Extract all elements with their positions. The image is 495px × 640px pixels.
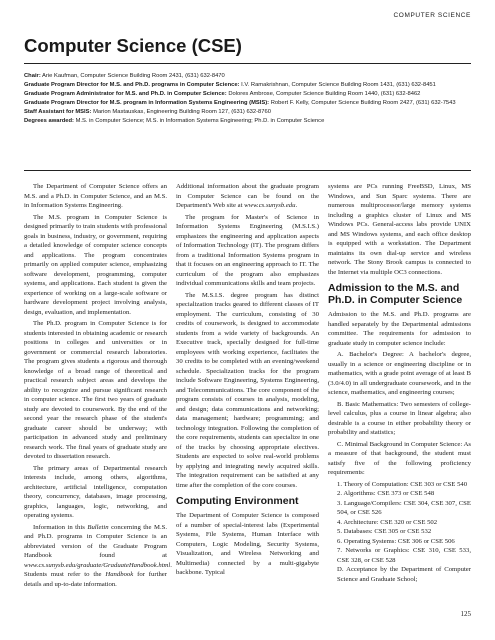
proficiency-item: 2. Algorithms: CSE 373 or CSE 548	[337, 490, 435, 497]
handbook-url-link[interactable]: www.cs.sunysb.edu/graduate/GraduateHandbook.html	[24, 561, 171, 569]
admission-item: C. Minimal Background in Computer Science: As a measure of that background, the student must satisfy five of the following proficiency requirements:	[328, 440, 471, 476]
page-number: 125	[460, 610, 471, 618]
column-1	[24, 182, 172, 591]
computing-heading: Computing Environment	[176, 495, 299, 507]
proficiency-item: 5. Databases: CSE 305 or CSE 532	[337, 528, 432, 535]
running-head: COMPUTER SCIENCE	[393, 12, 471, 19]
body-paragraph: The M.S.I.S. degree program has distinct specialization tracks geared to different classes of IT employment. The curriculum, consisting of 30 credits of coursework, is designed to accommodate students from a wide variety of backgrounds. An Executive track, specially designed for full-time employees with working experience, facilitates the 30 credits to be completed with an evening/weekend schedule. Specialization tracks for the program include Software Engineering, Systems Engineering, and Telecommunications. The core component of the program consists of courses in analysis, modeling, and design; data communications and networking; data management; hardware; programming; and technology integration. Following the completion of the core requirements, students can specialize in one of the tracks by choosing appropriate electives. Students are expected to solve real-world problems by applying and integrating newly acquired skills. The integration requirement can be satisfied at any time after the completion of the core courses.	[176, 291, 319, 489]
bulletin-italic: Bulletin	[87, 523, 109, 531]
degrees-label: Degrees awarded:	[24, 118, 74, 124]
text-run: Additional information about the graduate program in Computer Science can be found on the Department's Web site at	[176, 183, 319, 209]
grad-admin-line	[24, 90, 471, 99]
body-paragraph: The Ph.D. program in Computer Science is for students interested in obtaining academic or research positions in colleges and universities or in government or commercial research laboratories. The program gives students a rigorous and thorough knowledge of a broad range of theoretical and practical research subject areas and develops the ability to recognize and pursue significant research in computer science. The first two years of graduate study are devoted to coursework. By the end of the second year the research phase of the student's graduate career should be underway; with participation in advanced study and preliminary research work. The final years of graduate study are devoted to dissertation research.	[24, 320, 167, 460]
is-director-line	[24, 99, 471, 108]
chair-line	[24, 72, 471, 81]
chair-value: Arie Kaufman, Computer Science Building Room 2431, (631) 632-8470	[42, 73, 225, 79]
text-run: concerning the M.S. and Ph.D. programs in Computer Science is an abbreviated version of the Graduate Program Handbook found at	[24, 523, 168, 559]
proficiency-item: D. Acceptance by the Department of Computer Science and Graduate School;	[337, 566, 471, 583]
page-title: Computer Science (CSE)	[24, 35, 242, 56]
is-director-value: Robert F. Kelly, Computer Science Building Room 2427, (631) 632-7543	[270, 100, 456, 106]
column-3	[328, 182, 471, 584]
text-run: . Students must refer to the	[24, 561, 172, 578]
handbook-italic: Handbook	[105, 571, 134, 578]
body-paragraph: The program for Master's of Science in Information Systems Engineering (M.S.I.S.) emphasizes the engineering and application aspects of Information Technology (IT). The program differs from a traditional Information Systems program in that it focuses on an engineering approach to IT. The curriculum of the program also emphasizes individual communications skills and team projects.	[176, 213, 319, 287]
website-paragraph	[176, 182, 319, 211]
text-run: .	[295, 202, 298, 209]
proficiency-item: 1. Theory of Computation: CSE 303 or CSE 540	[337, 480, 468, 488]
proficiency-item: 7. Networks or Graphics: CSE 310, CSE 533, CSE 328, or CSE 528	[337, 547, 471, 564]
is-director-label: Graduate Program Director for M.S. program in Information Systems Engineering (MSIS):	[24, 100, 270, 106]
staff-line	[24, 108, 471, 117]
contacts-rule	[24, 170, 471, 171]
contacts-block	[24, 72, 471, 126]
admission-intro: Admission to the M.S. and Ph.D. programs are handled separately by the Departmental admissions committee. The requirements for admission to graduate study in computer science include:	[328, 311, 471, 347]
body-paragraph: The primary areas of Departmental research interests include, among others, algorithms, architecture, artificial intelligence, computation theory, concurrency, databases, image processing, graphics, languages, logic, networking, and operating systems.	[24, 464, 167, 519]
grad-admin-value: Dolores Ambrose, Computer Science Building Room 1440, (631) 632-8462	[228, 91, 421, 97]
handbook-paragraph	[24, 523, 172, 590]
staff-label: Staff Assistant for MSIS:	[24, 109, 92, 115]
text-run: Information in this	[33, 523, 88, 531]
text-run: for further details and up-to-date information.	[24, 571, 167, 588]
title-rule	[24, 63, 471, 64]
grad-director-label: Graduate Program Director for M.S. and Ph.D. programs in Computer Science:	[24, 82, 240, 88]
computing-paragraph: The Department of Computer Science is composed of a number of special-interest labs (Experimental Systems, File Systems, Human Interface with Computers, Logic Modeling, Security Systems, Visualization, and Wireless Networking and Multimedia) connected by a multi-gigabyte backbone. Typical	[176, 512, 319, 576]
body-paragraph: The M.S. program in Computer Science is designed primarily to train students with professional goals in business, industry, or government, requiring a detailed knowledge of computer science concepts and applications. The program concentrates primarily on applied computer science, emphasizing software development, programming, computer systems, and applications. Each student is given the experience of working on a large-scale software or hardware development project involving analysis, design, evaluation, and implementation.	[24, 213, 167, 316]
body-paragraph: systems are PCs running FreeBSD, Linux, MS Windows, and Sun Sparc systems. There are numerous multiprocessor/large memory systems including a graphics cluster of Linux and MS Windows PCs. General-access labs provide UNIX and MS Windows systems, and each office desktop is equipped with a workstation. The Department maintains its own dial-up service and wireless network. The Stony Brook campus is connected to the Internet via multiple OC3 connections.	[328, 183, 471, 276]
body-paragraph: The Department of Computer Science offers an M.S. and a Ph.D. in Computer Science, and an M.S. in Information Systems Engineering.	[24, 183, 167, 209]
degrees-line	[24, 117, 471, 126]
admission-item: A. Bachelor's Degree: A bachelor's degree, usually in a science or engineering discipline or in mathematics, with a grade point average of at least B (3.0/4.0) in all undergraduate coursework, and in the science, mathematics, and engineering courses;	[328, 351, 471, 396]
proficiency-item: 3. Language/Compilers: CSE 304, CSE 307, CSE 504, or CSE 526	[337, 499, 471, 516]
column-2	[176, 182, 319, 580]
proficiency-item: 4. Architecture: CSE 320 or CSE 502	[337, 518, 438, 526]
admission-item: B. Basic Mathematics: Two semesters of college-level calculus, plus a course in linear algebra; also desirable is a course in either probability theory or probability and statistics;	[328, 400, 471, 436]
proficiency-item: 6. Operating Systems: CSE 306 or CSE 506	[337, 537, 455, 545]
grad-admin-label: Graduate Program Administrator for M.S. and Ph.D. in Computer Science:	[24, 91, 227, 97]
department-url-link[interactable]: www.cs.sunysb.edu	[244, 202, 296, 209]
chair-label: Chair:	[24, 73, 41, 79]
degrees-value: M.S. in Computer Science; M.S. in Information Systems Engineering; Ph.D. in Computer Science	[75, 118, 325, 124]
admission-heading: Admission to the M.S. and Ph.D. in Computer Science	[328, 282, 463, 306]
grad-director-line	[24, 81, 471, 90]
staff-value: Marion Mastauskas, Engineering Building Room 127, (631) 632-8760	[93, 109, 271, 115]
grad-director-value: I.V. Ramakrishnan, Computer Science Building Room 1431, (631) 632-8451	[241, 82, 436, 88]
